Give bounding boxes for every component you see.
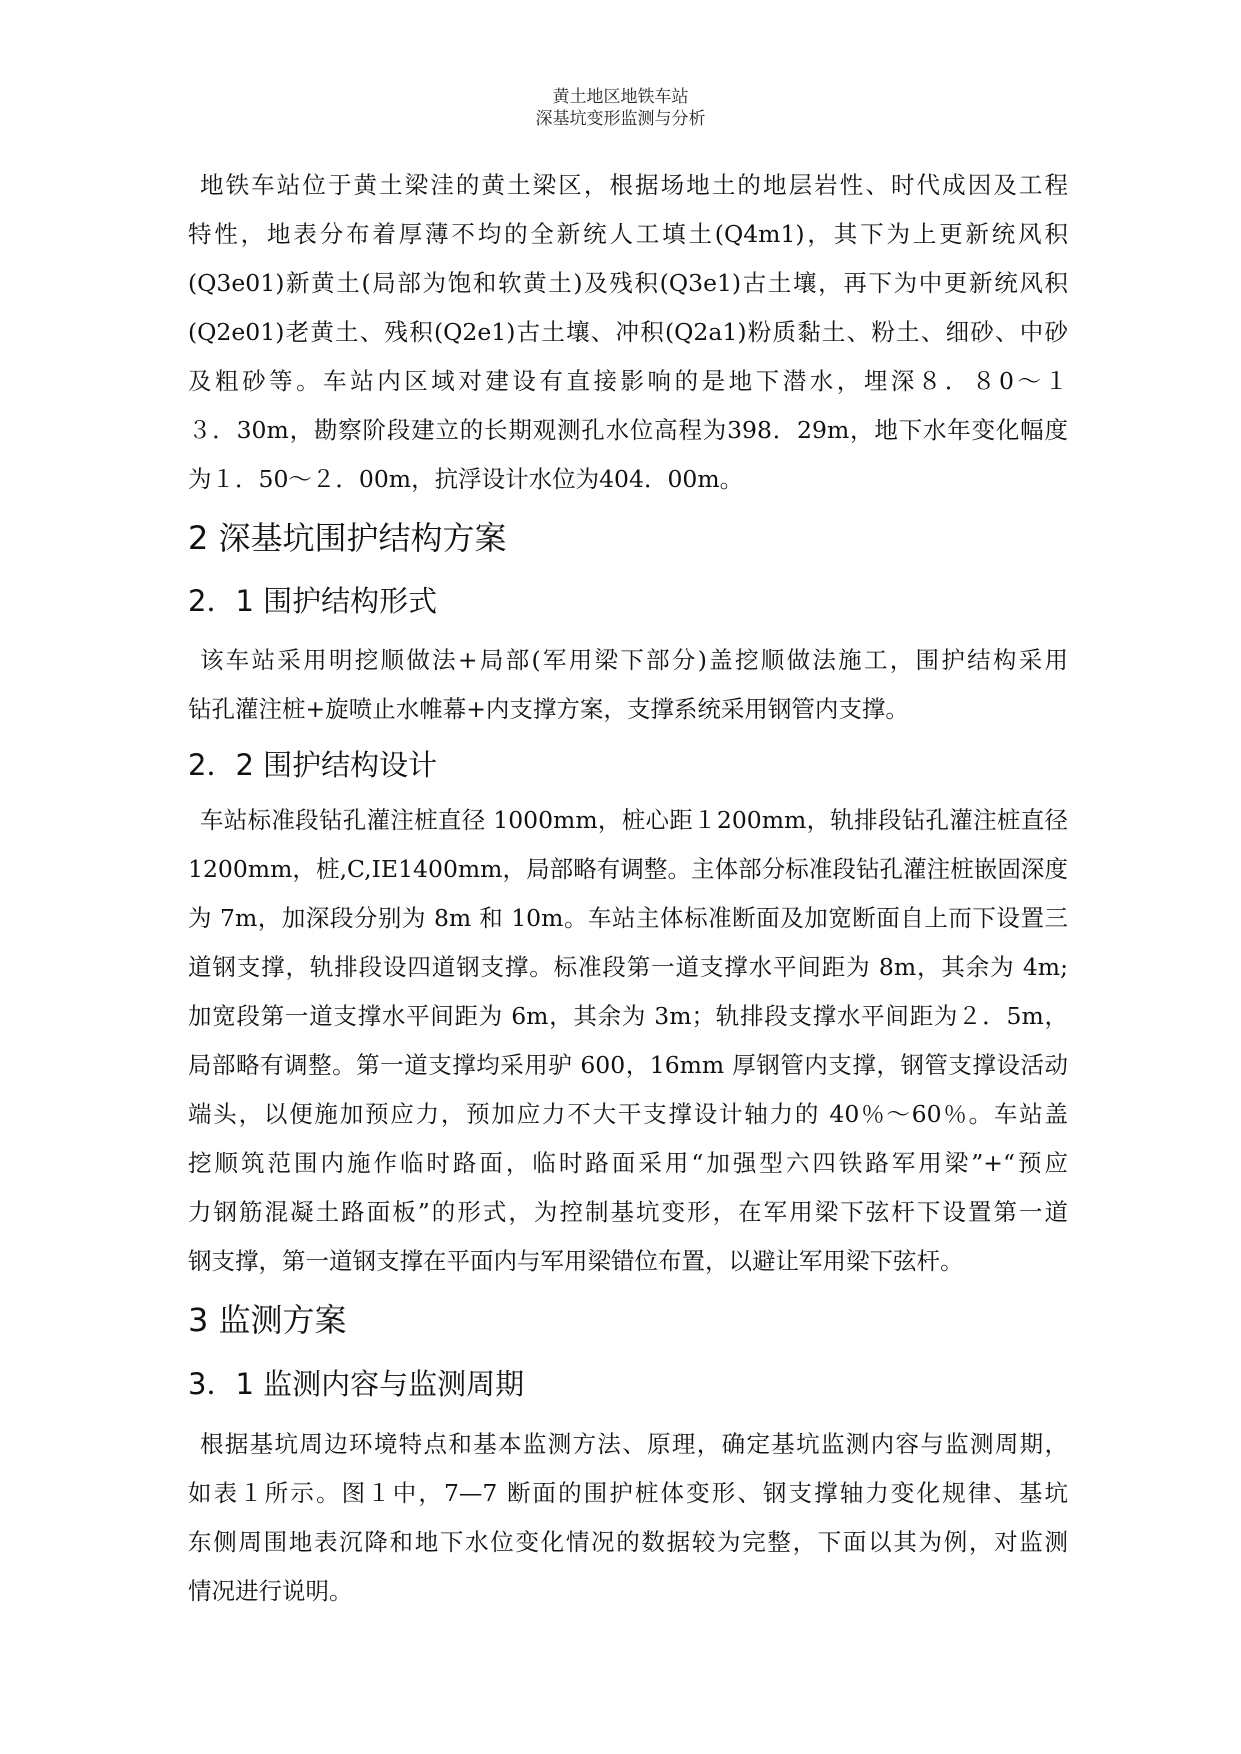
paragraph-line: 挖顺筑范围内施作临时路面，临时路面采用“加强型六四铁路军用梁”+“预应 <box>188 1149 1068 1177</box>
header-title-line2: 深基坑变形监测与分析 <box>535 109 706 129</box>
running-header <box>0 86 1241 130</box>
paragraph-line: 及粗砂等。车站内区域对建设有直接影响的是地下潜水，埋深８．８0～１ <box>188 367 1068 395</box>
paragraph-line: 力钢筋混凝土路面板”的形式，为控制基坑变形，在军用梁下弦杆下设置第一道 <box>188 1198 1068 1226</box>
section-3-1-heading: 3．1 监测内容与监测周期 <box>188 1367 525 1401</box>
paragraph-line: 该车站采用明挖顺做法+局部(军用梁下部分)盖挖顺做法施工，围护结构采用 <box>200 646 1068 674</box>
paragraph-line: 端头，以便施加预应力，预加应力不大干支撑设计轴力的 40％～60％。车站盖 <box>188 1100 1068 1128</box>
paragraph-line: 为１．50～２．00m，抗浮设计水位为404．00m。 <box>188 465 744 493</box>
paragraph-line: 加宽段第一道支撑水平间距为 6m，其余为 3m；轨排段支撑水平间距为２．5m， <box>188 1002 1068 1030</box>
paragraph-line: 钻孔灌注桩+旋喷止水帷幕+内支撑方案，支撑系统采用钢管内支撑。 <box>188 695 909 723</box>
section-3-heading: 3 监测方案 <box>188 1301 347 1339</box>
paragraph-line: 如表１所示。图１中，7—7 断面的围护桩体变形、钢支撑轴力变化规律、基坑 <box>188 1479 1068 1507</box>
section-2-2-paragraph <box>188 796 1068 1286</box>
header-title-line1: 黄土地区地铁车站 <box>552 87 689 107</box>
paragraph-line: 根据基坑周边环境特点和基本监测方法、原理，确定基坑监测内容与监测周期， <box>200 1430 1068 1458</box>
intro-paragraph <box>188 161 1068 504</box>
paragraph-line: 地铁车站位于黄土梁洼的黄土梁区，根据场地土的地层岩性、时代成因及工程 <box>200 171 1068 199</box>
paragraph-line: (Q3e01)新黄土(局部为饱和软黄土)及残积(Q3e1)古土壤，再下为中更新统风积 <box>188 269 1068 297</box>
paragraph-line: 1200mm，桩,C,IE1400mm，局部略有调整。主体部分标准段钻孔灌注桩嵌固深度 <box>188 855 1068 883</box>
paragraph-line: 东侧周围地表沉降和地下水位变化情况的数据较为完整，下面以其为例，对监测 <box>188 1528 1068 1556</box>
section-2-2-heading: 2．2 围护结构设计 <box>188 748 438 782</box>
section-2-heading: 2 深基坑围护结构方案 <box>188 519 507 557</box>
paragraph-line: 局部略有调整。第一道支撑均采用驴 600，16mm 厚钢管内支撑，钢管支撑设活动 <box>188 1051 1068 1079</box>
paragraph-line: (Q2e01)老黄土、残积(Q2e1)古土壤、冲积(Q2a1)粉质黏土、粉土、细砂、中砂 <box>188 318 1068 346</box>
paragraph-line: 钢支撑，第一道钢支撑在平面内与军用梁错位布置，以避让军用梁下弦杆。 <box>188 1247 964 1275</box>
paragraph-line: 为 7m，加深段分别为 8m 和 10m。车站主体标准断面及加宽断面自上而下设置三 <box>188 904 1068 932</box>
section-3-1-paragraph <box>188 1420 1068 1616</box>
paragraph-line: 情况进行说明。 <box>188 1577 353 1605</box>
section-2-1-paragraph <box>188 636 1068 734</box>
paragraph-line: ３．30m，勘察阶段建立的长期观测孔水位高程为398．29m，地下水年变化幅度 <box>188 416 1068 444</box>
paragraph-line: 车站标准段钻孔灌注桩直径 1000mm，桩心距１200mm，轨排段钻孔灌注桩直径 <box>200 806 1068 834</box>
paragraph-line: 道钢支撑，轨排段设四道钢支撑。标准段第一道支撑水平间距为 8m，其余为 4m; <box>188 953 1068 981</box>
section-2-1-heading: 2．1 围护结构形式 <box>188 584 438 618</box>
paragraph-line: 特性，地表分布着厚薄不均的全新统人工填土(Q4m1)，其下为上更新统风积 <box>188 220 1068 248</box>
